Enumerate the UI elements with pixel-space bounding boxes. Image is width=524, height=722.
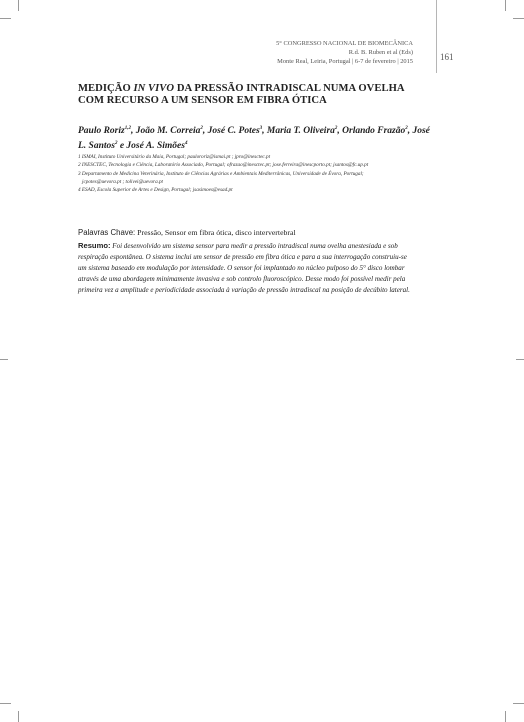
paper-title	[78, 83, 458, 108]
abstract	[78, 241, 458, 296]
header-conference: 5° CONGRESSO NACIONAL DE BIOMECÂNICA	[276, 40, 413, 47]
author-affil-mark: 2	[334, 126, 338, 131]
crop-mark	[0, 18, 11, 19]
title-text: MEDIÇÃO	[78, 83, 134, 94]
keywords-text: Pressão, Sensor em fibra ótica, disco intervertebral	[135, 228, 296, 237]
author-affil-mark: 4	[184, 140, 188, 146]
crop-mark	[513, 703, 524, 704]
crop-mark	[505, 711, 506, 722]
crop-mark	[18, 0, 19, 11]
author-affil-mark: 2	[405, 126, 408, 131]
affiliation-line: jcpotes@uevora.pt ; tolivei@uevora.pt	[82, 178, 163, 185]
abstract-label: Resumo:	[78, 241, 111, 250]
title-line-1	[78, 83, 458, 95]
author-name: L. Santos	[78, 140, 115, 151]
author-affil-mark: 2	[200, 126, 203, 131]
author-name: e José A. Simões	[117, 140, 185, 151]
author-affil-mark: 3	[259, 126, 263, 131]
abstract-line: primeira vez a amplitude e periodicidade associada à variação de pressão intradiscal na posição de decúbito lateral.	[78, 285, 410, 294]
author-affil-mark: 2	[114, 140, 118, 146]
crop-mark	[516, 359, 524, 360]
header-divider	[436, 0, 437, 73]
keywords	[78, 228, 458, 238]
author-name: , José	[407, 126, 430, 137]
author-name: , João M. Correia	[130, 126, 201, 137]
header-editors: R.d. B. Ruben et al (Eds)	[348, 49, 413, 57]
affiliations	[78, 153, 458, 194]
affiliation-line: 3 Departamento de Medicina Veterinária, Instituto de Ciências Agrárias e Ambientais Mediterrânicas, Universidade de Évora, Portugal;	[78, 170, 364, 177]
running-header	[153, 39, 413, 67]
author-line-1	[78, 123, 456, 138]
author-name: , José C. Potes	[202, 126, 260, 137]
author-line-2	[78, 138, 456, 153]
title-text: DA PRESSÃO INTRADISCAL NUMA OVELHA	[174, 83, 405, 94]
keywords-label: Palavras Chave:	[78, 228, 136, 237]
author-name: , Orlando Frazão	[337, 126, 406, 137]
crop-mark	[18, 711, 19, 722]
header-venue: Monte Real, Leiria, Portugal | 6-7 de fevereiro | 2015	[277, 58, 413, 66]
abstract-text: Foi desenvolvido um sistema sensor para medir a pressão intradiscal numa ovelha anestesiada e sob	[110, 242, 398, 250]
affiliation-line: 2 INESCTEC, Tecnologia e Ciência, Laboratório Associado, Portugal; ofrazao@inesctec.pt; jose.ferreira@inescporto.pt; jsantos@fc.up.pt	[78, 162, 369, 169]
crop-mark	[505, 0, 506, 11]
author-name: , Maria T. Oliveira	[262, 126, 335, 137]
abstract-line: através de uma abordagem minimamente invasiva e sob controlo fluoroscópico. Desse modo foi possível medir pela	[78, 274, 406, 283]
title-italic-text: IN VIVO	[133, 83, 175, 94]
crop-mark	[0, 359, 8, 360]
affiliation-line: 1 ISMAI, Instituto Universitário da Maia, Portugal; paulororiz@ismai.pt ; jpro@inesctec.pt	[78, 154, 271, 160]
abstract-line: um sistema baseado em modulação por intensidade. O sensor foi implantado no núcleo pulposo do 5° disco lombar	[78, 263, 405, 272]
author-list	[78, 123, 456, 152]
title-line-2: COM RECURSO A UM SENSOR EM FIBRA ÓTICA	[78, 95, 327, 107]
crop-mark	[0, 703, 11, 704]
abstract-line: respiração espontânea. O sistema inclui um sensor de pressão em fibra ótica e para a sua interrogação construiu-se	[78, 252, 407, 261]
author-affil-mark: 1,2	[124, 126, 131, 131]
abstract-line	[78, 241, 458, 252]
affiliation-line: 4 ESAD, Escola Superior de Artes e Design, Portugal; jsasimoes@esad.pt	[78, 187, 233, 194]
crop-mark	[513, 18, 524, 19]
page-number: 161	[440, 52, 454, 62]
author-name: Paulo Roriz	[78, 126, 125, 137]
